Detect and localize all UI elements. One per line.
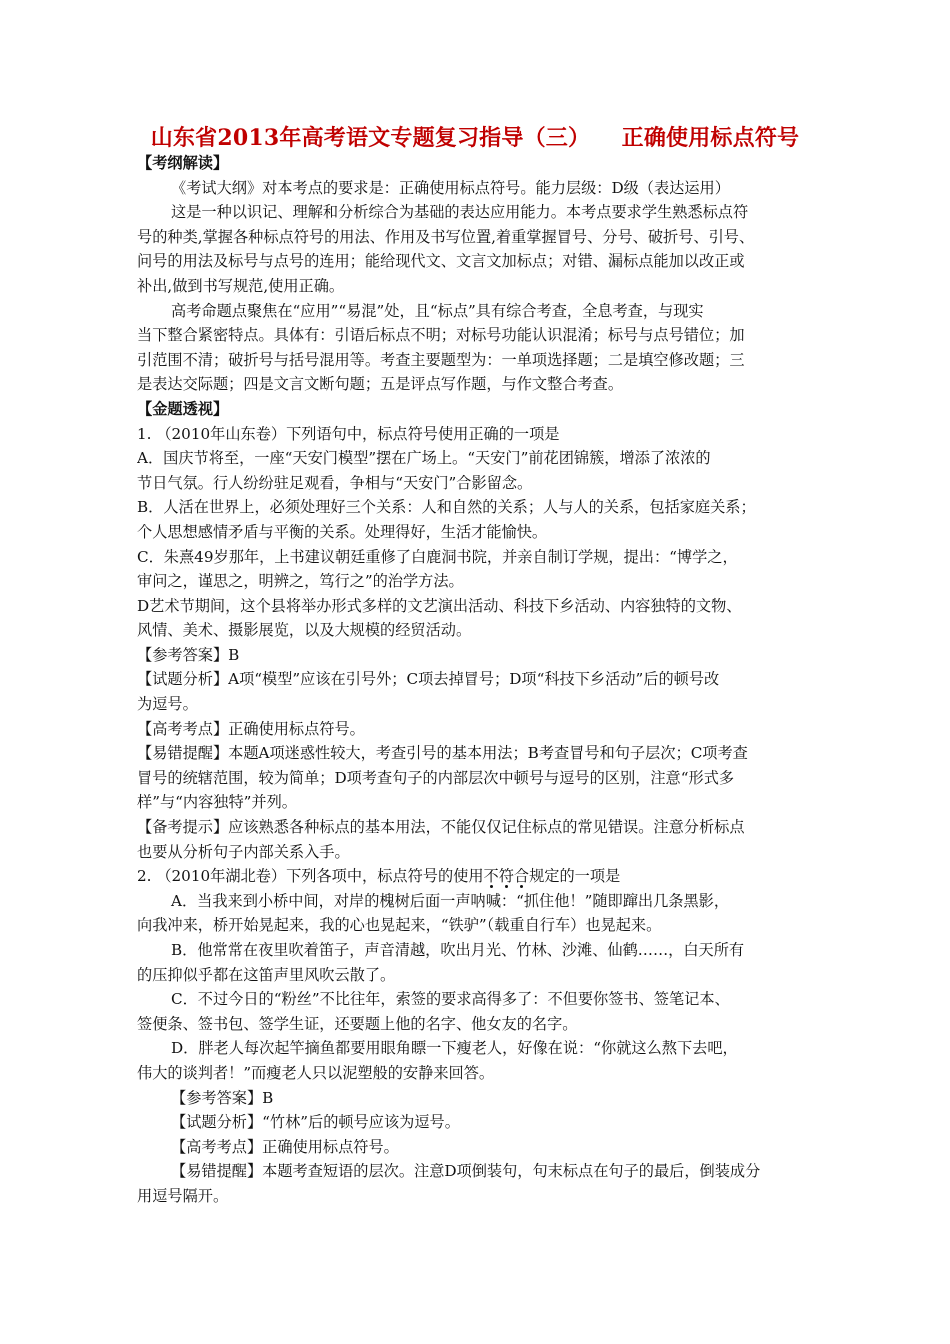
line-text: 1. （2010年山东卷）下列语句中，标点符号使用正确的一项是	[137, 424, 560, 443]
line-text: 【易错提醒】本题考查短语的层次。注意D项倒装句，句末标点在句子的最后，倒装成分	[171, 1162, 761, 1181]
text-line	[137, 323, 827, 348]
text-line	[137, 643, 827, 668]
line-text: 样”与“内容独特”并列。	[137, 793, 297, 812]
line-text: 签便条、签书包、签学生证，还要题上他的名字、他女友的名字。	[137, 1014, 578, 1033]
line-text: 当下整合紧密特点。具体有：引语后标点不明；对标号功能认识混淆；标号与点号错位；加	[137, 326, 745, 345]
line-text: 的压抑似乎都在这笛声里风吹云散了。	[137, 965, 396, 984]
line-text: 【参考答案】B	[171, 1088, 274, 1107]
line-text: 审问之，谨思之，明辨之，笃行之”的治学方法。	[137, 572, 464, 591]
text-line	[137, 495, 827, 520]
text-line	[137, 1110, 827, 1135]
line-text: C．不过今日的“粉丝”不比往年，索签的要求高得多了：不但要你签书、签笔记本、	[171, 990, 730, 1009]
emphasis-text: 不符合	[483, 867, 530, 886]
line-text: 节日气氛。行人纷纷驻足观看，争相与“天安门”合影留念。	[137, 473, 533, 492]
line-text: 用逗号隔开。	[137, 1186, 229, 1205]
text-line	[137, 667, 827, 692]
text-line	[137, 864, 827, 889]
text-line	[137, 569, 827, 594]
text-line	[137, 274, 827, 299]
line-text: 【试题分析】“竹林”后的顿号应该为逗号。	[171, 1113, 460, 1132]
line-text: 引范围不清；破折号与括号混用等。考查主要题型为：一单项选择题；二是填空修改题；三	[137, 350, 745, 369]
text-line	[137, 766, 827, 791]
text-line	[137, 545, 827, 570]
line-text: 个人思想感情矛盾与平衡的关系。处理得好，生活才能愉快。	[137, 522, 548, 541]
section-heading	[137, 151, 827, 176]
text-line	[137, 176, 827, 201]
line-text: 伟大的谈判者！”而瘦老人只以泥塑般的安静来回答。	[137, 1063, 495, 1082]
line-text: 【高考考点】正确使用标点符号。	[137, 719, 365, 738]
line-text: 2. （2010年湖北卷）下列各项中，标点符号的使用	[137, 867, 484, 886]
line-text: C．朱熹49岁那年，上书建议朝廷重修了白鹿洞书院，并亲自制订学规，提出：“博学之，	[137, 547, 738, 566]
line-text: 规定的一项是	[529, 867, 621, 886]
text-line	[137, 1061, 827, 1086]
text-line	[137, 1086, 827, 1111]
line-text: 为逗号。	[137, 695, 198, 714]
text-line	[137, 741, 827, 766]
line-text: B．人活在世界上，必须处理好三个关系：人和自然的关系；人与人的关系，包括家庭关系；	[137, 498, 756, 517]
section-heading	[137, 397, 827, 422]
text-line	[137, 1012, 827, 1037]
text-line	[137, 889, 827, 914]
line-text: 问号的用法及标号与点号的连用；能给现代文、文言文加标点；对错、漏标点能加以改正或	[137, 252, 745, 271]
line-text: 【金题透视】	[137, 399, 229, 418]
line-text: 【备考提示】应该熟悉各种标点的基本用法，不能仅仅记住标点的常见错误。注意分析标点	[137, 818, 745, 837]
line-text: 也要从分析句子内部关系入手。	[137, 842, 350, 861]
text-line	[137, 348, 827, 373]
text-line	[137, 249, 827, 274]
line-text: 高考命题点聚焦在“应用”“易混”处，且“标点”具有综合考查，全息考查，与现实	[171, 301, 704, 320]
document-title: 山东省2013年高考语文专题复习指导（三） 正确使用标点符号	[150, 125, 800, 151]
text-line	[137, 520, 827, 545]
text-line	[137, 790, 827, 815]
line-text: 是表达交际题；四是文言文断句题；五是评点写作题，与作文整合考查。	[137, 375, 623, 394]
text-line	[137, 1135, 827, 1160]
line-text: 向我冲来，桥开始晃起来，我的心也晃起来，“铁驴”（载重自行车）也晃起来。	[137, 916, 662, 935]
line-text: 冒号的统辖范围，较为简单；D项考查句子的内部层次中顿号与逗号的区别，注意“形式多	[137, 768, 735, 787]
text-line	[137, 299, 827, 324]
line-text: 风情、美术、摄影展览，以及大规模的经贸活动。	[137, 621, 472, 640]
line-text: 【试题分析】A项“模型”应该在引号外；C项去掉冒号；D项“科技下乡活动”后的顿号改	[137, 670, 720, 689]
text-line	[137, 987, 827, 1012]
text-line	[137, 1184, 827, 1209]
line-text: 补出,做到书写规范,使用正确。	[137, 276, 345, 295]
document-body	[137, 151, 827, 1209]
text-line	[137, 840, 827, 865]
line-text: 《考试大纲》对本考点的要求是：正确使用标点符号。能力层级：D级（表达运用）	[171, 178, 730, 197]
text-line	[137, 372, 827, 397]
line-text: 号的种类,掌握各种标点符号的用法、作用及书写位置,着重掌握冒号、分号、破折号、引号、	[137, 227, 755, 246]
line-text: B．他常常在夜里吹着笛子，声音清越，吹出月光、竹林、沙滩、仙鹤……，白天所有	[171, 941, 745, 959]
text-line	[137, 717, 827, 742]
line-text: 【易错提醒】本题A项迷惑性较大，考查引号的基本用法；B考查冒号和句子层次；C项考查	[137, 744, 748, 763]
text-line	[137, 200, 827, 225]
text-line	[137, 1036, 827, 1061]
text-line	[137, 594, 827, 619]
text-line	[137, 446, 827, 471]
line-text: A．国庆节将至，一座“天安门模型”摆在广场上。“天安门”前花团锦簇，增添了浓浓的	[137, 449, 711, 468]
line-text: A．当我来到小桥中间，对岸的槐树后面一声呐喊：“抓住他！”随即蹿出几条黑影，	[171, 891, 730, 910]
text-line	[137, 692, 827, 717]
line-text: 【高考考点】正确使用标点符号。	[171, 1137, 399, 1156]
text-line	[137, 618, 827, 643]
text-line	[137, 815, 827, 840]
line-text: 【参考答案】B	[137, 645, 240, 664]
line-text: 这是一种以识记、理解和分析综合为基础的表达应用能力。本考点要求学生熟悉标点符	[171, 203, 749, 222]
text-line	[137, 471, 827, 496]
text-line	[137, 1159, 827, 1184]
line-text: D艺术节期间，这个县将举办形式多样的文艺演出活动、科技下乡活动、内容独特的文物、	[137, 596, 742, 615]
line-text: D．胖老人每次起竿摘鱼都要用眼角瞟一下瘦老人，好像在说：“你就这么熬下去吧，	[171, 1039, 738, 1058]
text-line	[137, 938, 827, 963]
line-text: 【考纲解读】	[137, 154, 229, 172]
text-line	[137, 225, 827, 250]
text-line	[137, 422, 827, 447]
text-line	[137, 963, 827, 988]
text-line	[137, 913, 827, 938]
